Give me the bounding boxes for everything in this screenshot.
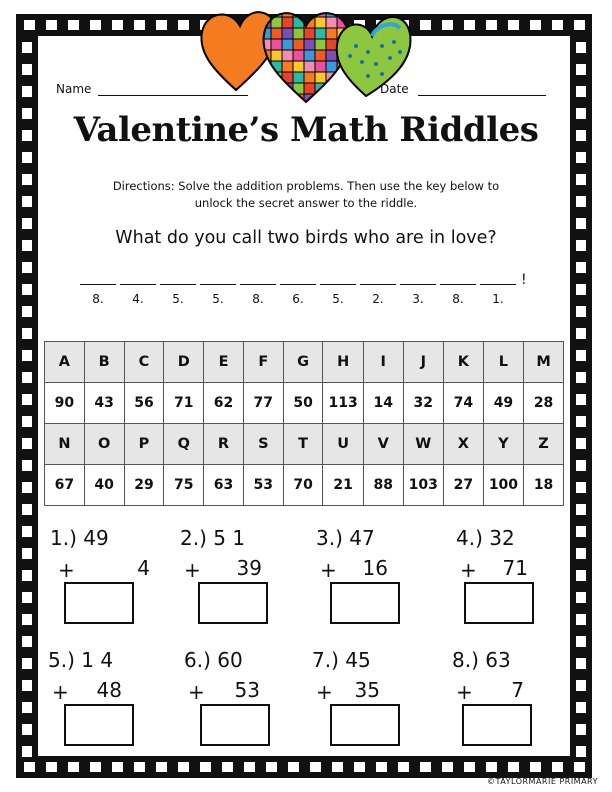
blank-number: 4.	[132, 292, 144, 306]
key-letter: M	[524, 342, 564, 383]
blank-number: 1.	[492, 292, 504, 306]
key-letter: J	[403, 342, 443, 383]
key-letter: O	[84, 424, 124, 465]
key-letter: L	[483, 342, 523, 383]
key-letter: N	[45, 424, 85, 465]
key-values-row-1	[45, 383, 564, 424]
answer-box[interactable]	[330, 704, 400, 746]
key-value: 29	[124, 465, 164, 506]
name-line[interactable]	[98, 95, 248, 96]
problem-2	[180, 526, 290, 646]
problem-top	[180, 526, 245, 550]
key-letter: U	[323, 424, 363, 465]
key-value: 28	[524, 383, 564, 424]
problem-second-number: 48	[96, 678, 122, 702]
answer-blank[interactable]	[200, 270, 236, 310]
problem-first-number: 60	[217, 648, 243, 672]
problem-second-number: 71	[502, 556, 528, 580]
plus-sign: +	[316, 680, 333, 704]
problem-second-number: 7	[511, 678, 524, 702]
key-letter: B	[84, 342, 124, 383]
problem-first-number: 49	[83, 526, 109, 550]
key-value: 88	[363, 465, 403, 506]
key-value: 75	[164, 465, 204, 506]
problem-top	[50, 526, 109, 550]
key-letter: C	[124, 342, 164, 383]
problem-top	[48, 648, 113, 672]
key-value: 18	[524, 465, 564, 506]
problem-label: 8.)	[452, 648, 479, 672]
date-line[interactable]	[418, 95, 546, 96]
problem-first-number: 47	[349, 526, 375, 550]
key-value: 100	[483, 465, 523, 506]
key-letter: T	[283, 424, 323, 465]
problem-second-number: 16	[362, 556, 388, 580]
key-value: 70	[283, 465, 323, 506]
problem-label: 1.)	[50, 526, 77, 550]
key-letter: D	[164, 342, 204, 383]
answer-blank[interactable]	[480, 270, 516, 310]
key-value: 53	[243, 465, 283, 506]
page-title: Valentine’s Math Riddles	[73, 110, 539, 150]
key-value: 71	[164, 383, 204, 424]
problem-first-number: 1 4	[81, 648, 114, 672]
problem-top	[456, 526, 515, 550]
problem-label: 5.)	[48, 648, 75, 672]
problem-top	[316, 526, 375, 550]
name-label: Name	[56, 82, 92, 96]
answer-box[interactable]	[462, 704, 532, 746]
key-letter: I	[363, 342, 403, 383]
key-value: 14	[363, 383, 403, 424]
answer-box[interactable]	[198, 582, 268, 624]
key-letter: G	[283, 342, 323, 383]
key-letter: Y	[483, 424, 523, 465]
riddle-question: What do you call two birds who are in love?	[115, 228, 497, 248]
plus-sign: +	[456, 680, 473, 704]
key-value: 50	[283, 383, 323, 424]
key-letter: K	[443, 342, 483, 383]
problem-first-number: 63	[485, 648, 511, 672]
answer-box[interactable]	[64, 582, 134, 624]
blank-number: 5.	[332, 292, 344, 306]
key-letter: R	[204, 424, 244, 465]
key-letter: F	[243, 342, 283, 383]
problem-1	[50, 526, 160, 646]
problem-label: 2.)	[180, 526, 207, 550]
problem-8	[452, 648, 562, 768]
problem-4	[456, 526, 566, 646]
key-letter: S	[243, 424, 283, 465]
blank-number: 5.	[212, 292, 224, 306]
name-date-row	[56, 80, 548, 100]
problem-top	[184, 648, 243, 672]
problem-top	[312, 648, 371, 672]
key-value: 56	[124, 383, 164, 424]
key-letter: W	[403, 424, 443, 465]
plus-sign: +	[184, 558, 201, 582]
key-value: 49	[483, 383, 523, 424]
key-value: 21	[323, 465, 363, 506]
blank-number: 2.	[372, 292, 384, 306]
key-value: 43	[84, 383, 124, 424]
credit-text: ©TAYLORMARIE PRIMARY	[487, 777, 598, 786]
directions-line-1: Directions: Solve the addition problems. Then use the key below to	[112, 179, 500, 193]
answer-blank[interactable]	[440, 270, 476, 310]
directions-text	[60, 178, 552, 212]
blank-number: 5.	[172, 292, 184, 306]
key-value: 63	[204, 465, 244, 506]
key-letter: P	[124, 424, 164, 465]
key-value: 74	[443, 383, 483, 424]
answer-blank[interactable]	[160, 270, 196, 310]
answer-blank[interactable]	[280, 270, 316, 310]
key-values-row-2	[45, 465, 564, 506]
key-value: 103	[403, 465, 443, 506]
problem-label: 3.)	[316, 526, 343, 550]
key-letter: X	[443, 424, 483, 465]
answer-blank[interactable]	[240, 270, 276, 310]
key-value: 62	[204, 383, 244, 424]
plus-sign: +	[320, 558, 337, 582]
key-value: 32	[403, 383, 443, 424]
problem-second-number: 53	[234, 678, 260, 702]
problem-5	[48, 648, 158, 768]
key-value: 113	[323, 383, 363, 424]
answer-end-mark: !	[521, 272, 527, 288]
problem-first-number: 5 1	[213, 526, 246, 550]
problem-label: 6.)	[184, 648, 211, 672]
answer-blanks	[80, 270, 550, 310]
date-label: Date	[380, 82, 409, 96]
blank-number: 8.	[452, 292, 464, 306]
key-letter: V	[363, 424, 403, 465]
problem-3	[316, 526, 426, 646]
answer-blank[interactable]	[360, 270, 396, 310]
plus-sign: +	[460, 558, 477, 582]
plus-sign: +	[188, 680, 205, 704]
key-value: 27	[443, 465, 483, 506]
answer-box[interactable]	[330, 582, 400, 624]
problem-label: 4.)	[456, 526, 483, 550]
blank-number: 6.	[292, 292, 304, 306]
answer-box[interactable]	[464, 582, 534, 624]
key-letter: E	[204, 342, 244, 383]
problem-top	[452, 648, 511, 672]
answer-blank[interactable]	[120, 270, 156, 310]
key-value: 77	[243, 383, 283, 424]
directions-line-2: unlock the secret answer to the riddle.	[194, 196, 418, 210]
key-value: 90	[45, 383, 85, 424]
key-letter: Z	[524, 424, 564, 465]
problem-label: 7.)	[312, 648, 339, 672]
answer-blank[interactable]	[320, 270, 356, 310]
problem-first-number: 45	[345, 648, 371, 672]
blank-number: 8.	[92, 292, 104, 306]
plus-sign: +	[58, 558, 75, 582]
key-letter: H	[323, 342, 363, 383]
problem-first-number: 32	[489, 526, 515, 550]
problem-6	[184, 648, 294, 768]
answer-blank[interactable]	[400, 270, 436, 310]
key-value: 40	[84, 465, 124, 506]
answer-box[interactable]	[200, 704, 270, 746]
answer-box[interactable]	[64, 704, 134, 746]
key-letter: Q	[164, 424, 204, 465]
key-letters-row-1	[45, 342, 564, 383]
problem-second-number: 4	[137, 556, 150, 580]
problem-second-number: 35	[354, 678, 380, 702]
key-letter: A	[45, 342, 85, 383]
letter-number-key	[44, 341, 564, 506]
blank-number: 3.	[412, 292, 424, 306]
blank-number: 8.	[252, 292, 264, 306]
plus-sign: +	[52, 680, 69, 704]
problem-7	[312, 648, 422, 768]
key-value: 67	[45, 465, 85, 506]
key-letters-row-2	[45, 424, 564, 465]
problem-second-number: 39	[236, 556, 262, 580]
answer-blank[interactable]	[80, 270, 116, 310]
